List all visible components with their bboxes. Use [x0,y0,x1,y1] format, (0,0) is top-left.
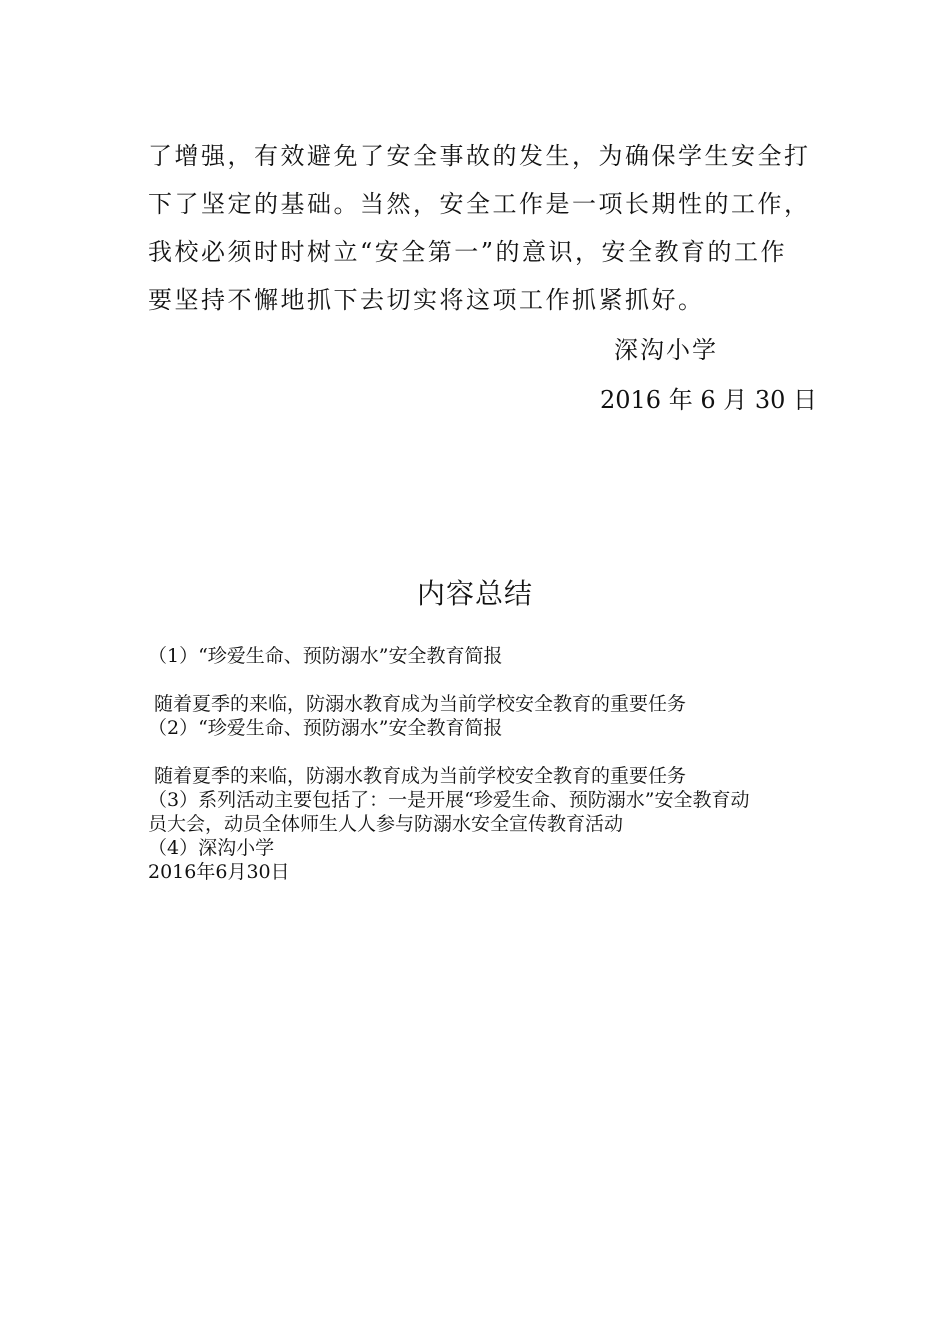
summary-item-4-heading: （4）深沟小学 [148,837,275,859]
signature: 深沟小学 [614,336,718,364]
summary-item-1-heading: （1）“珍爱生命、预防溺水”安全教育简报 [148,645,503,667]
body-line-2: 下了坚定的基础。当然，安全工作是一项长期性的工作， [148,190,811,218]
signature-date: 2016 年 6 月 30 日 [600,386,818,414]
summary-spacer [148,740,808,764]
body-line-1: 了增强，有效避免了安全事故的发生，为确保学生安全打 [148,142,811,170]
summary-item-3-line-1: （3）系列活动主要包括了：一是开展“珍爱生命、预防溺水”安全教育动 [148,789,750,811]
summary-item-1-text: 随着夏季的来临，防溺水教育成为当前学校安全教育的重要任务 [154,693,687,715]
body-line-3: 我校必须时时树立“安全第一”的意识，安全教育的工作 [148,238,788,266]
summary-title: 内容总结 [416,577,533,610]
body-paragraph [148,132,811,324]
summary-item-2-heading: （2）“珍爱生命、预防溺水”安全教育简报 [148,717,503,739]
summary-list [148,644,808,884]
summary-item-2-text: 随着夏季的来临，防溺水教育成为当前学校安全教育的重要任务 [154,765,687,787]
summary-spacer [148,668,808,692]
body-line-4: 要坚持不懈地抓下去切实将这项工作抓紧抓好。 [148,286,705,314]
summary-item-4-date: 2016年6月30日 [148,861,290,883]
summary-item-3-line-2: 员大会，动员全体师生人人参与防溺水安全宣传教育活动 [148,813,624,835]
